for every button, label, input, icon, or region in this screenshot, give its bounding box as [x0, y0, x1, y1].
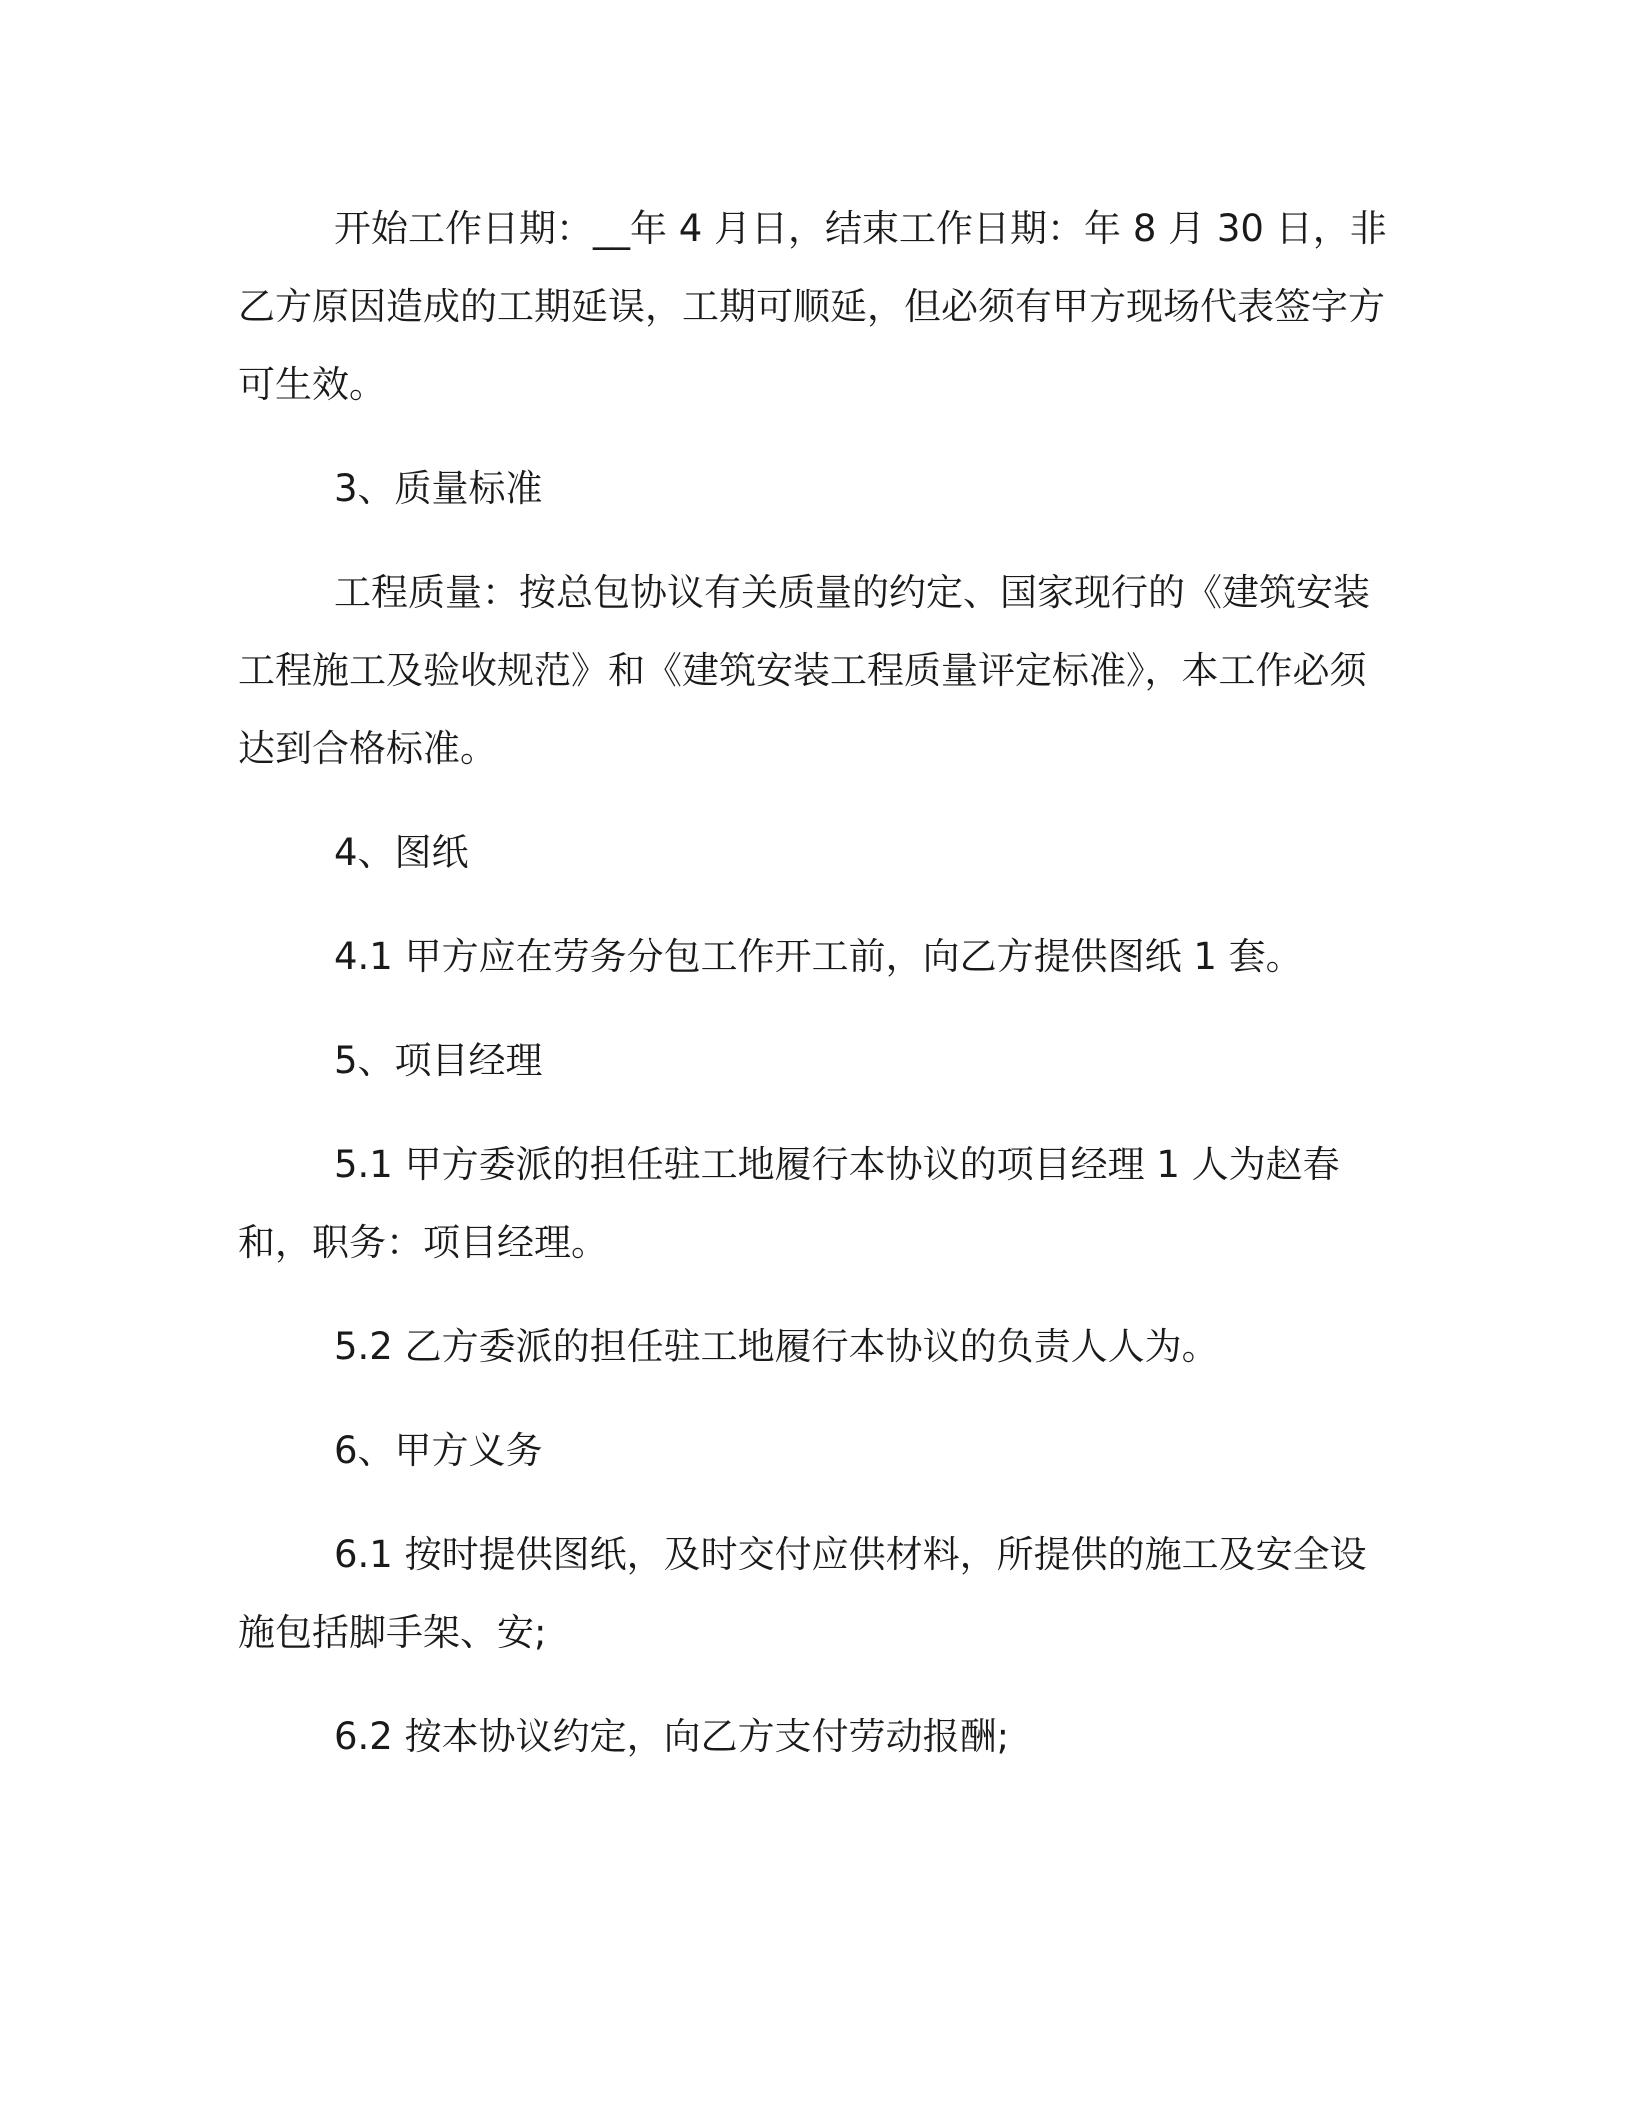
paragraph-manager-5-1: 5.1 甲方委派的担任驻工地履行本协议的项目经理 1 人为赵春和，职务：项目经理。: [238, 1143, 1340, 1264]
document-body: [238, 190, 1398, 1802]
paragraph-obligation-6-1: 6.1 按时提供图纸，及时交付应供材料，所提供的施工及安全设施包括脚手架、安;: [238, 1533, 1367, 1654]
paragraph-drawings-4-1: 4.1 甲方应在劳务分包工作开工前，向乙方提供图纸 1 套。: [334, 935, 1303, 978]
heading-drawings: 4、图纸: [334, 831, 469, 874]
heading-project-manager: 5、项目经理: [334, 1039, 543, 1082]
paragraph-engineering-quality: 工程质量：按总包协议有关质量的约定、国家现行的《建筑安装工程施工及验收规范》和《建筑安装工程质量评定标准》，本工作必须达到合格标准。: [238, 571, 1370, 770]
paragraph-work-dates: 开始工作日期：__年 4 月日，结束工作日期：年 8 月 30 日，非乙方原因造成的工期延误，工期可顺延，但必须有甲方现场代表签字方可生效。: [238, 207, 1387, 406]
paragraph-manager-5-2: 5.2 乙方委派的担任驻工地履行本协议的负责人人为。: [334, 1325, 1219, 1368]
heading-party-a-obligations: 6、甲方义务: [334, 1429, 543, 1472]
heading-quality-standard: 3、质量标准: [334, 467, 543, 510]
paragraph-obligation-6-2: 6.2 按本协议约定，向乙方支付劳动报酬;: [334, 1715, 1010, 1758]
